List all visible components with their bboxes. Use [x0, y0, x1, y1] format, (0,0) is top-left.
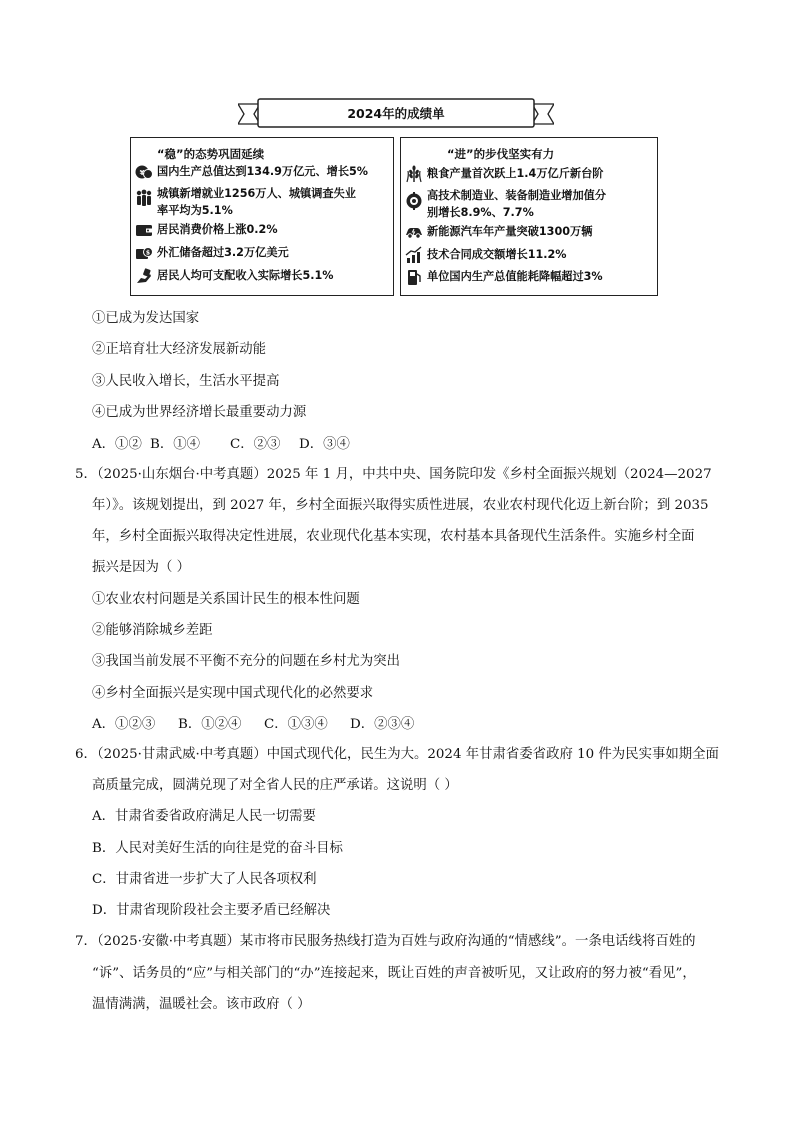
stability-panel-title: “稳”的态势巩固延续 — [157, 147, 265, 161]
stability-item — [135, 185, 356, 219]
stability-item-text: 率平均为5.1% — [157, 204, 233, 217]
q4-option-c[interactable]: C．②③ — [230, 437, 281, 452]
q4-statement: ④已成为世界经济增长最重要动力源 — [92, 405, 307, 420]
q7-stem-line: 温情满满，温暖社会。该市政府（ ） — [92, 997, 311, 1012]
q4-option-b[interactable]: B．①④ — [150, 437, 201, 452]
stability-item-text: 外汇储备超过3.2万亿美元 — [157, 246, 289, 259]
svg-text:$: $ — [145, 249, 151, 257]
electric-car-icon — [405, 223, 423, 241]
progress-panel — [400, 137, 658, 296]
infographic-title: 2024年的成绩单 — [347, 106, 445, 121]
stability-item-text: 居民人均可支配收入实际增长5.1% — [157, 269, 334, 282]
stability-item-text: 国内生产总值达到134.9万亿元、增长5% — [157, 165, 369, 178]
q7-stem-line: 7．（2025·安徽·中考真题）某市将市民服务热线打造为百姓与政府沟通的“情感线”。一条电话线将百姓的 — [75, 934, 696, 949]
stability-item — [135, 163, 368, 181]
progress-item-text: 别增长8.9%、7.7% — [427, 206, 534, 219]
q6-option-d[interactable]: D．甘肃省现阶段社会主要矛盾已经解决 — [92, 903, 331, 918]
hand-money-icon — [135, 267, 153, 285]
progress-item-text: 技术合同成交额增长11.2% — [427, 248, 567, 261]
q5-option-d[interactable]: D．②③④ — [350, 717, 415, 732]
q5-statement: ④乡村全面振兴是实现中国式现代化的必然要求 — [92, 686, 374, 701]
q5-stem-line: 年，乡村全面振兴取得决定性进展，农业现代化基本实现，农村基本具备现代生活条件。实施乡村全面 — [92, 529, 695, 544]
q5-option-a[interactable]: A．①②③ — [92, 717, 156, 732]
q5-option-c[interactable]: C．①③④ — [264, 717, 328, 732]
stability-item — [135, 267, 333, 285]
progress-panel-title: “进”的步伐坚实有力 — [447, 147, 555, 161]
q4-statement: ③人民收入增长，生活水平提高 — [92, 374, 280, 389]
q6-option-a[interactable]: A．甘肃省委省政府满足人民一切需要 — [92, 809, 316, 824]
q6-option-b[interactable]: B．人民对美好生活的向往是党的奋斗目标 — [92, 841, 343, 856]
q4-statement: ②正培育壮大经济发展新动能 — [92, 342, 267, 357]
grain-icon — [405, 165, 423, 183]
progress-item-text: 粮食产量首次跃上1.4万亿斤新台阶 — [427, 167, 604, 180]
progress-item — [405, 165, 603, 183]
energy-pump-icon — [405, 268, 423, 286]
q6-option-c[interactable]: C．甘肃省进一步扩大了人民各项权利 — [92, 872, 317, 887]
progress-item — [405, 268, 603, 286]
q4-option-a[interactable]: A．①② — [92, 437, 142, 452]
q4-options — [92, 436, 350, 454]
q7-stem-line: “诉”、话务员的“应”与相关部门的“办”连接起来，既让百姓的声音被听见，又让政府的努力被“看见”， — [92, 966, 696, 981]
gdp-coin-icon — [135, 163, 153, 181]
q5-statement: ①农业农村问题是关系国计民生的根本性问题 — [92, 592, 360, 607]
q4-statement: ①已成为发达国家 — [92, 311, 200, 326]
progress-item-text: 单位国内生产总值能耗降幅超过3% — [427, 270, 603, 283]
q5-stem-line: 振兴是因为（ ） — [92, 560, 190, 575]
q5-statement: ②能够消除城乡差距 — [92, 623, 213, 638]
gear-chip-icon — [405, 192, 423, 210]
q5-options — [92, 716, 414, 734]
progress-item — [405, 187, 606, 221]
q5-option-b[interactable]: B．①②④ — [178, 717, 242, 732]
q5-stem-line: 5．（2025·山东烟台·中考真题）2025 年 1 月，中共中央、国务院印发《乡村全面振兴规划（2024—2027 — [75, 467, 712, 482]
stability-item — [135, 244, 289, 262]
progress-item — [405, 223, 592, 241]
q6-stem-line: 高质量完成，圆满兑现了对全省人民的庄严承诺。这说明（ ） — [92, 778, 458, 793]
growth-chart-icon — [405, 246, 423, 264]
people-group-icon — [135, 189, 153, 207]
q5-stem-line: 年）》。该规划提出，到 2027 年，乡村全面振兴取得实质性进展，农业农村现代化迈上新台阶；到 2035 — [92, 498, 709, 513]
progress-item-text: 新能源汽车年产量突破1300万辆 — [427, 225, 593, 238]
q5-statement: ③我国当前发展不平衡不充分的问题在乡村尤为突出 — [92, 654, 400, 669]
stability-item-text: 居民消费价格上涨0.2% — [157, 223, 278, 236]
stability-item — [135, 221, 278, 239]
svg-text:¥: ¥ — [139, 169, 145, 177]
currency-reserve-icon — [135, 244, 153, 262]
progress-item — [405, 246, 567, 264]
stability-panel — [130, 137, 394, 296]
q4-option-d[interactable]: D．③④ — [299, 437, 350, 452]
stability-item-text: 城镇新增就业1256万人、城镇调查失业 — [157, 187, 356, 200]
wallet-icon — [135, 221, 153, 239]
q6-stem-line: 6．（2025·甘肃武威·中考真题）中国式现代化，民生为大。2024 年甘肃省委省政府 10 件为民实事如期全面 — [75, 747, 719, 762]
progress-item-text: 高技术制造业、装备制造业增加值分 — [427, 189, 607, 202]
